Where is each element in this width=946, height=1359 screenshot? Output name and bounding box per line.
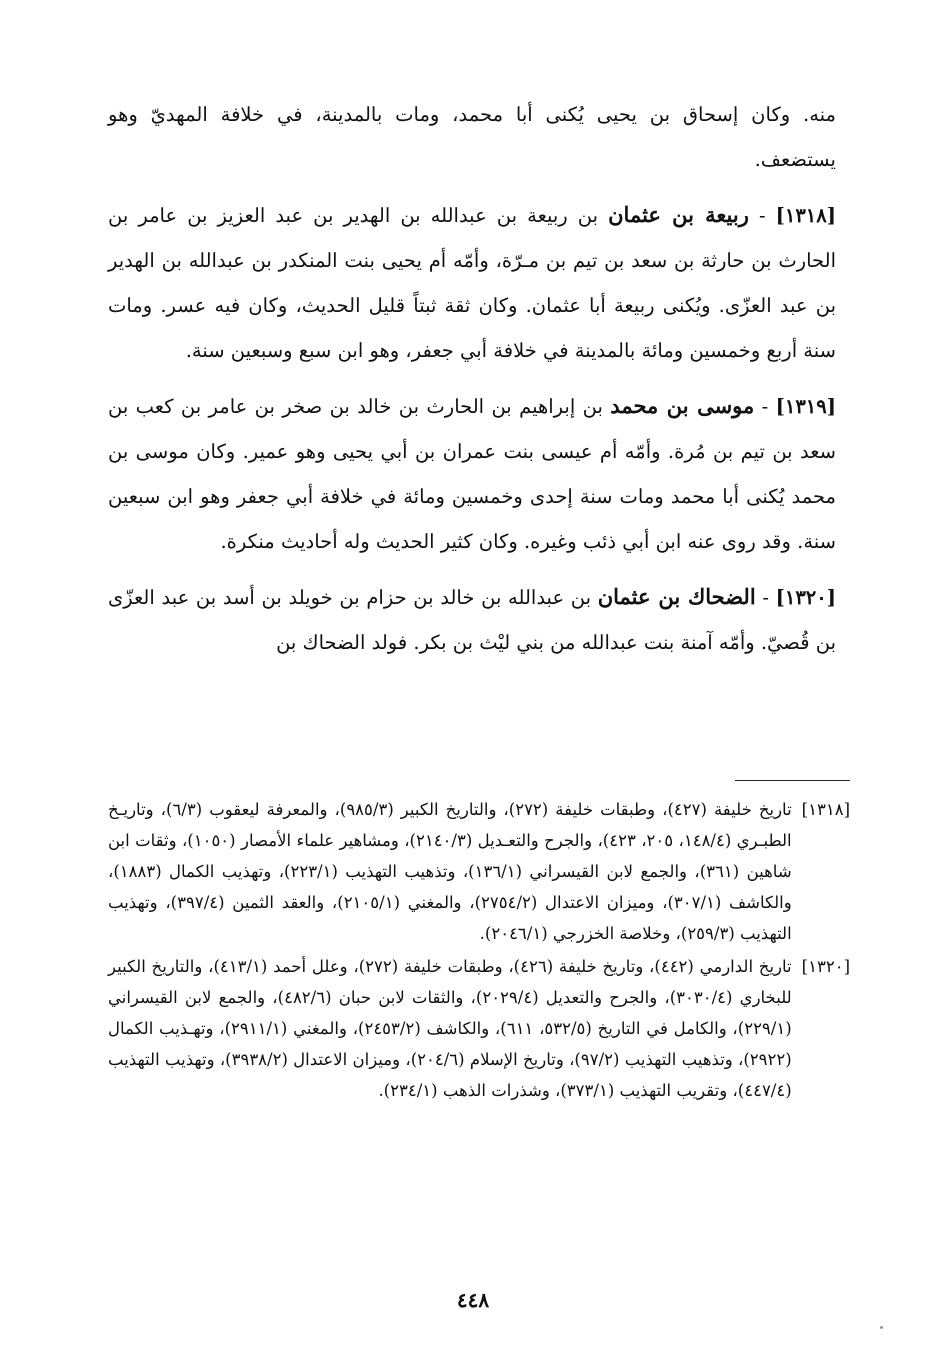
footnote-number: [١٣٢٠] <box>801 957 850 976</box>
main-text <box>108 92 836 675</box>
footnote-number: [١٣١٨] <box>801 800 850 819</box>
footnote-separator <box>735 780 850 781</box>
entry-text: بن عبدالله بن خالد بن حزام بن خويلد بن أسد بن عبد العزّى بن قُصيّ. وأمّه آمنة بنت عبدالله من بني ليْث بن بكر. فولد الضحاك بن <box>108 586 836 654</box>
footnote-1320 <box>108 951 850 1106</box>
page-number: ٤٤٨ <box>456 1288 490 1312</box>
footnote-1318 <box>108 794 850 949</box>
footnote-text: تاريخ الدارمي (٤٤٢)، وتاريخ خليفة (٤٢٦)، وطبقات خليفة (٢٧٢)، وعلل أحمد (٤١٣/١)، والتاريخ الكبير للبخاري (٣٠٣٠/٤)، والجرح والتعديل (٢٠٢٩/٤)، والثقات لابن حبان (٤٨٢/٦)، والجمع لابن القيسراني (٢٢٩/١)، والكامل في التاريخ (٥٣٢/٥، ٦١١)، والكاشف (٢٤٥٣/٢)، والمغني (٢٩١١/١)، وتهـذيب الكمال (٢٩٢٢)، وتذهيب التهذيب (٩٧/٢)، وتاريخ الإسلام (٢٠٤/٦)، وميزان الاعتدال (٣٩٣٨/٢)، وتهذيب التهذيب (٤٤٧/٤)، وتقريب التهذيب (٣٧٣/١)، وشذرات الذهب (٢٣٤/١). <box>108 957 792 1100</box>
entry-1319: [١٣١٩] - موسى بن محمد بن إبراهيم بن الحارث بن خالد بن صخر بن عامر بن كعب بن سعد بن تيم بن مُرة. وأمّه أم عيسى بنت عمران بن أبي يحيى وهو عمير. وكان موسى بن محمد يُكنى أبا محمد ومات سنة إحدى وخمسين ومائة في خلافة أبي جعفر وهو ابن سبعين سنة. وقد روى عنه ابن أبي ذئب وغيره. وكان كثير الحديث وله أحاديث منكرة. <box>108 393 836 553</box>
footnotes <box>108 794 850 1108</box>
entry-name: موسى بن محمد <box>610 393 755 418</box>
scan-dot <box>880 1326 883 1329</box>
entry-number: [١٣٢٠] <box>775 586 836 609</box>
footnote-text: تاريخ خليفة (٤٢٧)، وطبقات خليفة (٢٧٢)، والتاريخ الكبير (٩٨٥/٣)، والمعرفة ليعقوب (٦/٣)، وتاريـخ الطبـري (١٤٨/٤، ٢٠٥، ٤٢٣)، والجرح والتعـديل (٢١٤٠/٣)، ومشاهير علماء الأمصار (١٠٥٠)، وثقات ابن شاهين (٣٦١)، والجمع لابن القيسراني (١٣٦/١)، وتذهيب التهذيب (٢٢٣/١)، وتهذيب الكمال (١٨٨٣)، والكاشف (٣٠٧/١)، وميزان الاعتدال (٢٧٥٤/٢)، والمغني (٢١٠٥/١)، والعقد الثمين (٣٩٧/٤)، وتهذيب التهذيب (٢٥٩/٣)، وخلاصة الخزرجي (٢٠٤٦/١). <box>108 800 792 943</box>
paragraph-text: منه. وكان إسحاق بن يحيى يُكنى أبا محمد، ومات بالمدينة، في خلافة المهديّ وهو يستضعف. <box>108 103 836 171</box>
paragraph-continuation <box>108 92 836 182</box>
entry-1318: [١٣١٨] - ربيعة بن عثمان بن ربيعة بن عبدالله بن الهدير بن عبد العزيز بن عامر بن الحارث بن حارثة بن سعد بن تيم بن مـرّة، وأمّه أم يحيى بنت المنكدر بن عبدالله بن الهدير بن عبد العزّى. ويُكنى ربيعة أبا عثمان. وكان ثقة ثبتاً قليل الحديث، وكان فيه عسر. ومات سنة أربع وخمسين ومائة بالمدينة في خلافة أبي جعفر، وهو ابن سبع وسبعين سنة. <box>108 202 836 362</box>
entry-1320: [١٣٢٠] - الضحاك بن عثمان بن عبدالله بن خالد بن حزام بن خويلد بن أسد بن عبد العزّى بن قُصيّ. وأمّه آمنة بنت عبدالله من بني ليْث بن بكر. فولد الضحاك بن <box>108 584 836 654</box>
entry-number: [١٣١٨] <box>775 204 836 227</box>
entry-text: بن إبراهيم بن الحارث بن خالد بن صخر بن عامر بن كعب بن سعد بن تيم بن مُرة. وأمّه أم عيسى بنت عمران بن أبي يحيى وهو عمير. وكان موسى بن محمد يُكنى أبا محمد ومات سنة إحدى وخمسين ومائة في خلافة أبي جعفر وهو ابن سبعين سنة. وقد روى عنه ابن أبي ذئب وغيره. وكان كثير الحديث وله أحاديث منكرة. <box>108 395 836 553</box>
entry-number: [١٣١٩] <box>775 395 836 418</box>
entry-name: ربيعة بن عثمان <box>608 202 749 227</box>
entry-text: بن ربيعة بن عبدالله بن الهدير بن عبد العزيز بن عامر بن الحارث بن حارثة بن سعد بن تيم بن مـرّة، وأمّه أم يحيى بنت المنكدر بن عبدالله بن الهدير بن عبد العزّى. ويُكنى ربيعة أبا عثمان. وكان ثقة ثبتاً قليل الحديث، وكان فيه عسر. ومات سنة أربع وخمسين ومائة بالمدينة في خلافة أبي جعفر، وهو ابن سبع وسبعين سنة. <box>108 204 836 362</box>
entry-name: الضحاك بن عثمان <box>597 584 756 609</box>
